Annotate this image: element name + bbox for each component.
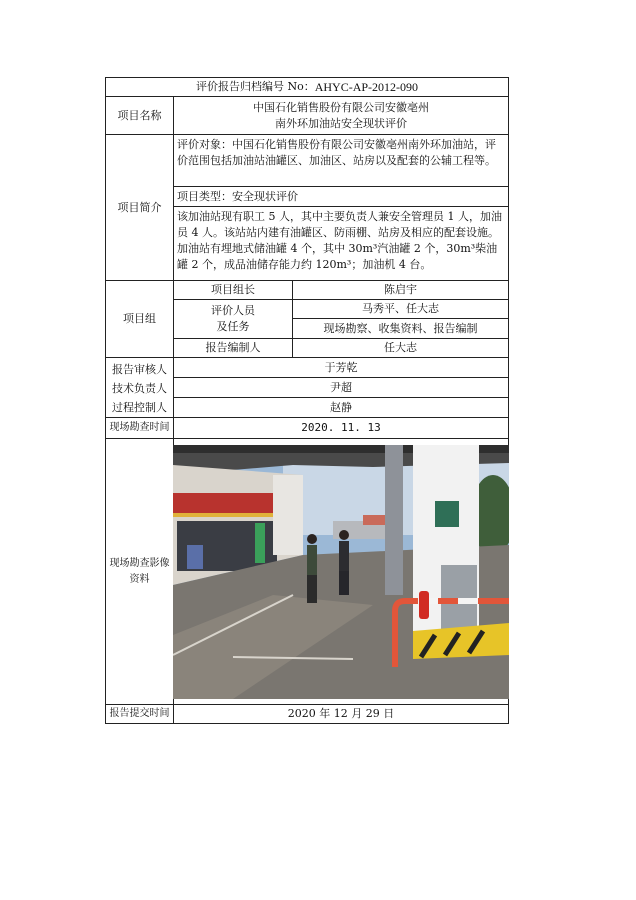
reviewer-label: 报告审核人 (112, 363, 167, 376)
project-team-label: 项目组 (105, 280, 174, 358)
archive-number (105, 77, 509, 97)
team-leader-value: 陈启宇 (292, 280, 509, 300)
archive-code: AHYC-AP-2012-090 (314, 80, 419, 94)
gas-station-photo-svg (173, 445, 509, 699)
tech-lead-label: 技术负责人 (112, 382, 167, 395)
members-label-line2: 及任务 (216, 320, 250, 333)
team-leader-label: 项目组长 (173, 280, 293, 300)
members-value: 马秀平、任大志 (292, 299, 509, 319)
members-label (173, 299, 293, 339)
survey-photo-label (105, 438, 174, 705)
report-info-table (105, 77, 509, 724)
evaluation-object: 评价对象：中国石化销售股份有限公司安徽亳州南外环加油站，评价范围包括加油站油罐区、加油区、站房以及配套的公辅工程等。 (173, 134, 509, 187)
review-labels (105, 357, 174, 418)
survey-date-value: 2020. 11. 13 (173, 417, 509, 439)
tech-lead-value: 尹超 (173, 377, 509, 398)
survey-photo-label-line1: 现场勘查影像 (109, 557, 170, 569)
process-controller-label: 过程控制人 (112, 401, 167, 414)
report-writer-value: 任大志 (292, 338, 509, 358)
survey-date-label: 现场勘查时间 (105, 417, 174, 439)
submit-date-label: 报告提交时间 (105, 704, 174, 724)
members-label-line1: 评价人员 (211, 304, 255, 317)
project-name-line2: 南外环加油站安全现状评价 (275, 116, 407, 130)
submit-date-value: 2020 年 12 月 29 日 (173, 704, 509, 724)
process-controller-value: 赵静 (173, 397, 509, 418)
project-name-label: 项目名称 (105, 96, 174, 135)
tasks-value: 现场勘察、收集资料、报告编制 (292, 318, 509, 339)
archive-label: 评价报告归档编号 No： (195, 80, 315, 93)
survey-photo-label-line2: 资料 (129, 573, 150, 585)
project-name-line1: 中国石化销售股份有限公司安徽亳州 (253, 100, 429, 114)
report-writer-label: 报告编制人 (173, 338, 293, 358)
project-type: 项目类型：安全现状评价 (173, 186, 509, 207)
reviewer-value: 于芳乾 (173, 357, 509, 378)
gas-station-photo (173, 445, 509, 699)
project-intro-label: 项目简介 (105, 134, 174, 281)
project-name-value (173, 96, 509, 135)
project-description: 该加油站现有职工 5 人，其中主要负责人兼安全管理员 1 人，加油员 4 人。该站站内建有油罐区、防雨棚、站房及相应的配套设施。加油站有埋地式储油罐 4 个，其中 30m³汽油罐 2 个，30m³柴油罐 2 个，成品油储存能力约 120m³；加油机 4 台。 (173, 206, 509, 281)
